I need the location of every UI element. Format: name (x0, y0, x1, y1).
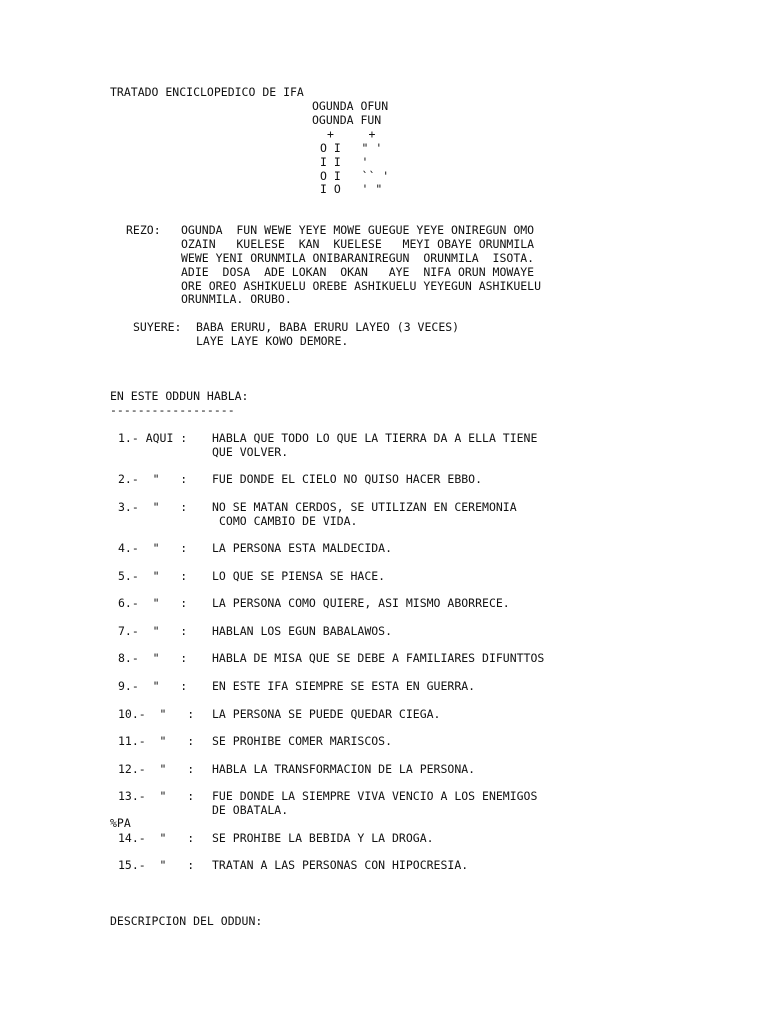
item-text: SE PROHIBE LA BEBIDA Y LA DROGA. (212, 831, 434, 845)
item-number: 6.- " : (118, 596, 188, 610)
item-number: 3.- " : (118, 500, 188, 514)
rezo-line: ORE OREO ASHIKUELU OREBE ASHIKUELU YEYEGUN ASHIKUELU (181, 279, 542, 293)
document-title: TRATADO ENCICLOPEDICO DE IFA (110, 85, 304, 99)
item-text: LA PERSONA SE PUEDE QUEDAR CIEGA. (212, 707, 441, 721)
rezo-line: OGUNDA FUN WEWE YEYE MOWE GUEGUE YEYE ONIREGUN OMO (181, 223, 535, 237)
item-number: 9.- " : (118, 679, 188, 693)
item-text: SE PROHIBE COMER MARISCOS. (212, 734, 393, 748)
oddun-name-1: OGUNDA OFUN (312, 99, 389, 113)
item-text: HABLAN LOS EGUN BABALAWOS. (212, 624, 393, 638)
rezo-line: WEWE YENI ORUNMILA ONIBARANIREGUN ORUNMILA ISOTA. (181, 251, 535, 265)
item-text: LO QUE SE PIENSA SE HACE. (212, 569, 386, 583)
item-text: EN ESTE IFA SIEMPRE SE ESTA EN GUERRA. (212, 679, 476, 693)
item-text: HABLA LA TRANSFORMACION DE LA PERSONA. (212, 762, 476, 776)
item-text: LA PERSONA ESTA MALDECIDA. (212, 541, 393, 555)
oddun-sign-row: + + (327, 127, 376, 141)
rezo-line: OZAIN KUELESE KAN KUELESE MEYI OBAYE ORUNMILA (181, 237, 535, 251)
item-number: 13.- " : (118, 789, 195, 803)
item-text: LA PERSONA COMO QUIERE, ASI MISMO ABORRECE. (212, 596, 510, 610)
item-text-continued: COMO CAMBIO DE VIDA. (219, 514, 358, 528)
item-text: HABLA DE MISA QUE SE DEBE A FAMILIARES DIFUNTTOS (212, 651, 545, 665)
item-number: 4.- " : (118, 541, 188, 555)
oddun-sign-row: O I `` ' (320, 169, 390, 183)
item-text: FUE DONDE LA SIEMPRE VIVA VENCIO A LOS ENEMIGOS (212, 789, 538, 803)
item-text: HABLA QUE TODO LO QUE LA TIERRA DA A ELLA TIENE (212, 431, 538, 445)
item-text: NO SE MATAN CERDOS, SE UTILIZAN EN CEREMONIA (212, 500, 517, 514)
page-marker: %PA (110, 816, 131, 830)
item-number: 10.- " : (118, 707, 195, 721)
rezo-label: REZO: (126, 223, 161, 237)
suyere-line: LAYE LAYE KOWO DEMORE. (196, 334, 349, 348)
section-heading: EN ESTE ODDUN HABLA: (110, 389, 249, 403)
item-number: 8.- " : (118, 651, 188, 665)
suyere-line: BABA ERURU, BABA ERURU LAYEO (3 VECES) (196, 320, 460, 334)
item-text: TRATAN A LAS PERSONAS CON HIPOCRESIA. (212, 858, 469, 872)
oddun-sign-row: O I " ' (320, 141, 383, 155)
item-text-continued: QUE VOLVER. (212, 445, 289, 459)
item-text: FUE DONDE EL CIELO NO QUISO HACER EBBO. (212, 472, 483, 486)
item-number: 2.- " : (118, 472, 188, 486)
oddun-sign-row: I O ' " (320, 182, 383, 196)
section-underline: ------------------ (110, 403, 235, 417)
rezo-line: ADIE DOSA ADE LOKAN OKAN AYE NIFA ORUN MOWAYE (181, 265, 535, 279)
oddun-name-2: OGUNDA FUN (312, 113, 382, 127)
item-number: 14.- " : (118, 831, 195, 845)
rezo-line: ORUNMILA. ORUBO. (181, 292, 292, 306)
section-heading: DESCRIPCION DEL ODDUN: (110, 914, 263, 928)
oddun-sign-row: I I ' (320, 155, 369, 169)
item-number: 5.- " : (118, 569, 188, 583)
suyere-label: SUYERE: (133, 320, 182, 334)
item-number: 11.- " : (118, 734, 195, 748)
item-number: 15.- " : (118, 858, 195, 872)
item-text-continued: DE OBATALA. (212, 803, 289, 817)
item-number: 12.- " : (118, 762, 195, 776)
item-number: 1.- AQUI : (118, 431, 188, 445)
item-number: 7.- " : (118, 624, 188, 638)
